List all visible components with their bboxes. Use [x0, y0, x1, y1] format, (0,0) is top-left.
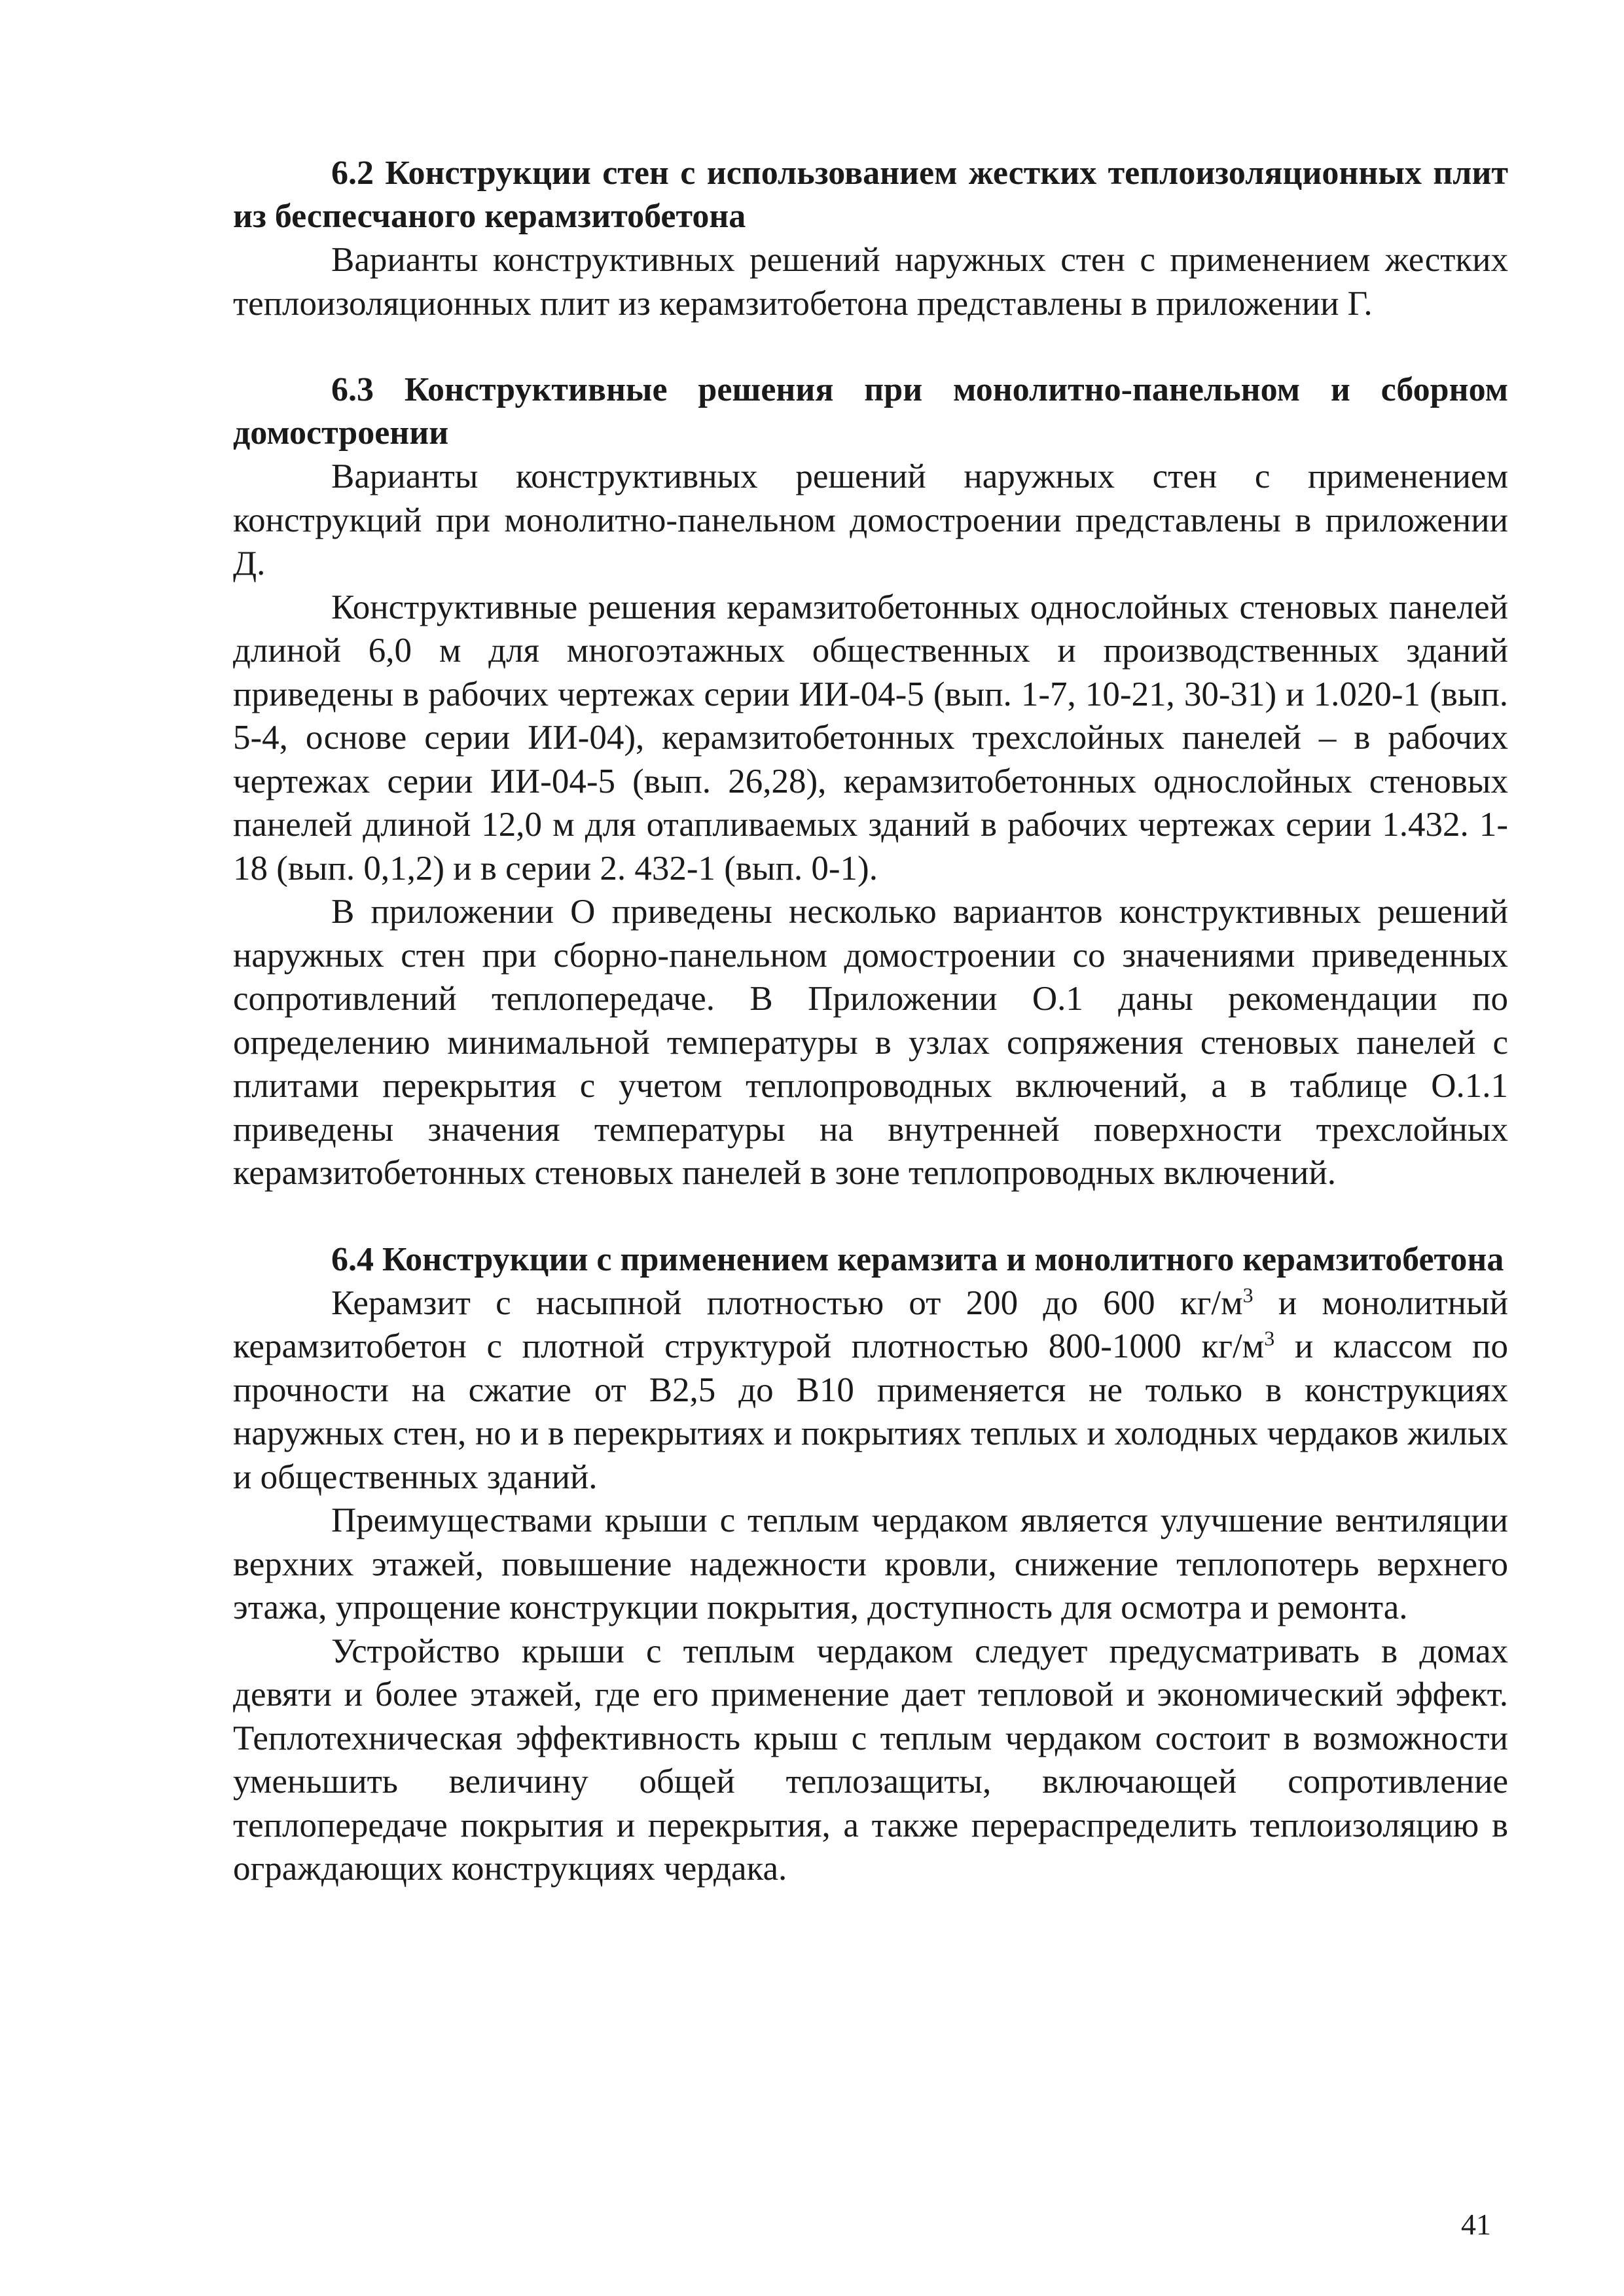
- section-6-4-paragraph: Преимуществами крыши с теплым чердаком является улучшение вентиляции верхних этажей, повышение надежности кровли, снижение теплопотерь верхнего этажа, упрощение конструкции покрытия, доступность для осмотра и ремонта.: [233, 1501, 1508, 1626]
- section-6-3-paragraph: Конструктивные решения керамзитобетонных однослойных стеновых панелей длиной 6,0 м для многоэтажных общественных и производственных зданий приведены в рабочих чертежах серии ИИ-04-5 (вып. 1-7, 10-21, 30-31) и 1.020-1 (вып. 5-4, основе серии ИИ-04), керамзитобетонных трехслойных панелей – в рабочих чертежах серии ИИ-04-5 (вып. 26,28), керамзитобетонных однослойных стеновых панелей длиной 12,0 м для отапливаемых зданий в рабочих чертежах серии 1.432. 1-18 (вып. 0,1,2) и в серии 2. 432-1 (вып. 0-1).: [233, 588, 1508, 888]
- section-6-3-paragraph: В приложении О приведены несколько вариантов конструктивных решений наружных стен при сборно-панельном домостроении со значениями приведенных сопротивлений теплопередаче. В Приложении О.1 даны рекомендации по определению минимальной температуры в узлах сопряжения стеновых панелей с плитами перекрытия с учетом теплопроводных включений, а в таблице О.1.1 приведены значения температуры на внутренней поверхности трехслойных керамзитобетонных стеновых панелей в зоне теплопроводных включений.: [233, 893, 1508, 1192]
- section-6-4-heading: 6.4 Конструкции с применением керамзита и монолитного керамзитобетона: [331, 1240, 1504, 1278]
- text-run: и монолитный керамзитобетон с плотной структурой плотностью 800-1000 кг/м: [233, 1283, 1508, 1365]
- section-gap: [233, 325, 1508, 368]
- section-6-2-paragraph: Варианты конструктивных решений наружных стен с применением жестких теплоизоляционных плит из керамзитобетона представлены в приложении Г.: [233, 241, 1508, 323]
- superscript: 3: [1242, 1282, 1254, 1306]
- section-6-3-paragraph: Варианты конструктивных решений наружных стен с применением конструкций при монолитно-панельном домостроении представлены в приложении Д.: [233, 457, 1508, 583]
- text-run: и классом по прочности на сжатие от В2,5 до В10 применяется не только в конструкциях наружных стен, но и в перекрытиях и покрытиях теплых и холодных чердаков жилых и общественных зданий.: [233, 1327, 1508, 1496]
- section-6-3-heading: 6.3 Конструктивные решения при монолитно-панельном и сборном домостроении: [233, 371, 1508, 452]
- text-run: Керамзит с насыпной плотностью от 200 до 600 кг/м: [331, 1283, 1243, 1322]
- superscript: 3: [1264, 1326, 1275, 1350]
- section-gap: [233, 1195, 1508, 1238]
- section-6-4-paragraph: Устройство крыши с теплым чердаком следует предусматривать в домах девяти и более этажей, где его применение дает тепловой и экономический эффект. Теплотехническая эффективность крыш с теплым чердаком состоит в возможности уменьшить величину общей теплозащиты, включающей сопротивление теплопередаче покрытия и перекрытия, а также перераспределить теплоизоляцию в ограждающих конструкциях чердака.: [233, 1632, 1508, 1888]
- page-number: 41: [1461, 2208, 1491, 2241]
- section-6-4-paragraph: [233, 1282, 1508, 1499]
- page-content: [233, 152, 1508, 1891]
- section-6-2-heading: 6.2 Конструкции стен с использованием жестких теплоизоляционных плит из беспесчаного керамзитобетона: [233, 154, 1508, 235]
